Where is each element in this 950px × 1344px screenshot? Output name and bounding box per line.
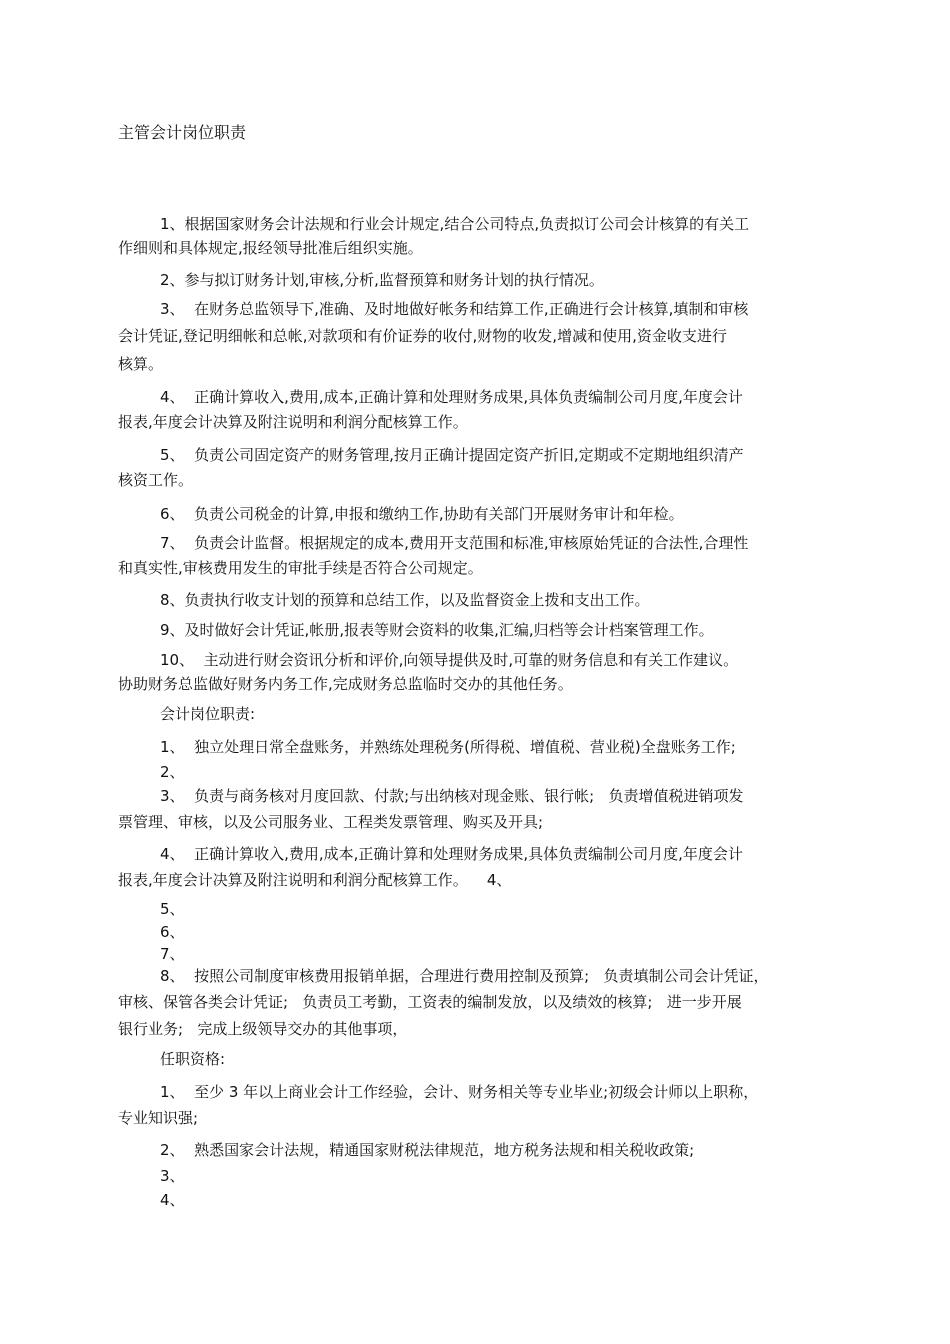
s2-item8-line3: 银行业务; 完成上级领导交办的其他事项， bbox=[118, 1020, 408, 1038]
s2-item6-line1: 6、 bbox=[160, 923, 185, 941]
s1-item8-line1: 8、负责执行收支计划的预算和总结工作，以及监督资金上拨和支出工作。 bbox=[160, 591, 650, 609]
s1-item4-line1: 4、 正确计算收入,费用,成本,正确计算和处理财务成果,具体负责编制公司月度,年度会计 bbox=[160, 388, 743, 406]
s2-item1-line1: 1、 独立处理日常全盘账务，并熟练处理税务(所得税、增值税、营业税)全盘账务工作; bbox=[160, 738, 736, 756]
s1-item1-line2: 作细则和具体规定,报经领导批准后组织实施。 bbox=[118, 239, 423, 257]
s1-item10-line1: 10、 主动进行财会资讯分析和评价,向领导提供及时,可靠的财务信息和有关工作建议。 bbox=[160, 651, 739, 669]
s3-heading: 任职资格: bbox=[160, 1050, 226, 1068]
s3-item4-line1: 4、 bbox=[160, 1191, 185, 1209]
s2-item7-line1: 7、 bbox=[160, 945, 185, 963]
s3-item3-line1: 3、 bbox=[160, 1167, 185, 1185]
s2-item4-line2: 报表,年度会计决算及附注说明和利润分配核算工作。 4、 bbox=[118, 871, 512, 889]
s1-item4-line2: 报表,年度会计决算及附注说明和利润分配核算工作。 bbox=[118, 413, 468, 431]
s2-item2-line1: 2、 bbox=[160, 763, 185, 781]
s2-item4-line1: 4、 正确计算收入,费用,成本,正确计算和处理财务成果,具体负责编制公司月度,年度会计 bbox=[160, 845, 743, 863]
s1-item2-line1: 2、参与拟订财务计划,审核,分析,监督预算和财务计划的执行情况。 bbox=[160, 271, 604, 289]
s1-item3-line3: 核算。 bbox=[118, 355, 164, 373]
s1-item9-line1: 9、及时做好会计凭证,帐册,报表等财会资料的收集,汇编,归档等会计档案管理工作。 bbox=[160, 621, 714, 639]
s1-item5-line1: 5、 负责公司固定资产的财务管理,按月正确计提固定资产折旧,定期或不定期地组织清产 bbox=[160, 446, 744, 464]
s1-item7-line1: 7、 负责会计监督。根据规定的成本,费用开支范围和标准,审核原始凭证的合法性,合理性 bbox=[160, 534, 749, 552]
s3-item1-line1: 1、 至少 3 年以上商业会计工作经验，会计、财务相关等专业毕业;初级会计师以上职称， bbox=[160, 1083, 759, 1101]
s2-item3-line2: 票管理、审核，以及公司服务业、工程类发票管理、购买及开具; bbox=[118, 813, 544, 831]
s1-item10-line2: 协助财务总监做好财务内务工作,完成财务总监临时交办的其他任务。 bbox=[118, 675, 573, 693]
s2-heading: 会计岗位职责: bbox=[160, 705, 256, 723]
s1-item1-line1: 1、根据国家财务会计法规和行业会计规定,结合公司特点,负责拟订公司会计核算的有关工 bbox=[160, 215, 750, 233]
s1-item6-line1: 6、 负责公司税金的计算,申报和缴纳工作,协助有关部门开展财务审计和年检。 bbox=[160, 505, 684, 523]
s2-item8-line2: 审核、保管各类会计凭证; 负责员工考勤，工资表的编制发放，以及绩效的核算; 进一步开展 bbox=[118, 993, 742, 1011]
s1-item5-line2: 核资工作。 bbox=[118, 471, 194, 489]
s2-item3-line1: 3、 负责与商务核对月度回款、付款;与出纳核对现金账、银行帐; 负责增值税进销项发 bbox=[160, 787, 744, 805]
s1-item7-line2: 和真实性,审核费用发生的审批手续是否符合公司规定。 bbox=[118, 559, 483, 577]
s3-item2-line1: 2、 熟悉国家会计法规，精通国家财税法律规范，地方税务法规和相关税收政策; bbox=[160, 1141, 695, 1159]
document-title: 主管会计岗位职责 bbox=[118, 123, 247, 142]
s1-item3-line2: 会计凭证,登记明细帐和总帐,对款项和有价证券的收付,财物的收发,增减和使用,资金收支进行 bbox=[118, 327, 727, 345]
s2-item8-line1: 8、 按照公司制度审核费用报销单据，合理进行费用控制及预算; 负责填制公司会计凭证， bbox=[160, 967, 769, 985]
s1-item3-line1: 3、 在财务总监领导下,准确、及时地做好帐务和结算工作,正确进行会计核算,填制和审核 bbox=[160, 300, 749, 318]
s3-item1-line2: 专业知识强; bbox=[118, 1109, 199, 1127]
s2-item5-line1: 5、 bbox=[160, 900, 185, 918]
